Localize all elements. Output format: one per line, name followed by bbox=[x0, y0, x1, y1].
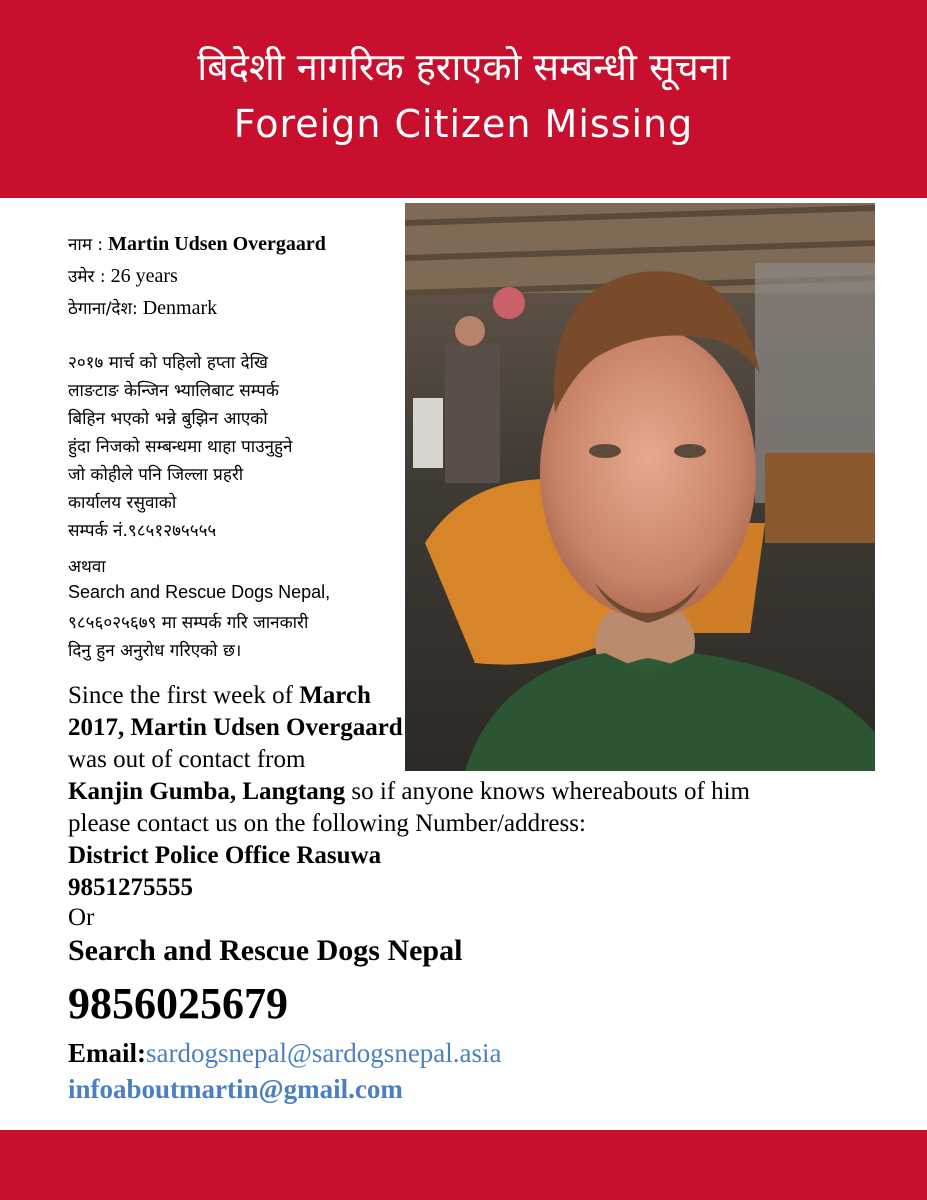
english-notice-line: 2017, Martin Udsen Overgaard bbox=[68, 714, 403, 741]
nepali-notice-line: लाङटाङ केन्जिन भ्यालिबाट सम्पर्क bbox=[68, 381, 279, 401]
name-label: नाम : bbox=[68, 235, 104, 255]
nepali-notice-line: बिहिन भएको भन्ने बुझिन आएको bbox=[68, 409, 268, 429]
name-value: Martin Udsen Overgaard bbox=[108, 233, 326, 255]
address-value: Denmark bbox=[142, 297, 218, 319]
nepali-notice-line: ९८५६०२५६७९ मा सम्पर्क गरि जानकारी bbox=[68, 613, 309, 633]
nepali-notice-line: Search and Rescue Dogs Nepal, bbox=[68, 582, 331, 602]
english-bold-location: Kanjin Gumba, Langtang bbox=[68, 778, 346, 805]
age-value: 26 years bbox=[110, 265, 178, 287]
nepali-notice-line: हुंदा निजको सम्बन्धमा थाहा पाउनुहुने bbox=[68, 437, 293, 457]
nepali-notice-line: दिनु हुन अनुरोध गरिएको छ। bbox=[68, 641, 242, 661]
email-link-2[interactable]: infoaboutmartin@gmail.com bbox=[68, 1074, 403, 1104]
english-text: Since the first week of bbox=[68, 682, 300, 709]
english-text: so if anyone knows whereabouts of him bbox=[345, 778, 750, 805]
age-row bbox=[68, 264, 178, 288]
header-banner bbox=[0, 0, 927, 198]
organization-phone: 9856025679 bbox=[68, 979, 288, 1028]
missing-person-photo bbox=[405, 203, 875, 771]
nepali-notice-line: कार्यालय रसुवाको bbox=[68, 493, 177, 513]
english-notice-line: please contact us on the following Number/address: bbox=[68, 810, 586, 837]
english-bold-month: March bbox=[299, 682, 371, 709]
nepali-notice-line: अथवा bbox=[68, 557, 106, 577]
email-label: Email: bbox=[68, 1038, 146, 1068]
police-phone: 9851275555 bbox=[68, 874, 193, 901]
or-text: Or bbox=[68, 904, 95, 931]
name-row bbox=[68, 232, 326, 256]
nepali-notice-line: जो कोहीले पनि जिल्ला प्रहरी bbox=[68, 465, 244, 485]
title-english: Foreign Citizen Missing bbox=[233, 102, 694, 146]
age-label: उमेर : bbox=[68, 267, 106, 287]
email-link-1[interactable]: sardogsnepal@sardogsnepal.asia bbox=[146, 1038, 502, 1068]
police-office: District Police Office Rasuwa bbox=[68, 842, 382, 869]
english-notice-line: was out of contact from bbox=[68, 746, 306, 773]
footer-banner bbox=[0, 1130, 927, 1200]
address-row bbox=[68, 296, 217, 320]
nepali-notice-line: २०१७ मार्च को पहिलो हप्ता देखि bbox=[68, 353, 268, 373]
email-row bbox=[68, 1038, 502, 1069]
english-notice-line bbox=[68, 778, 750, 806]
title-nepali: बिदेशी नागरिक हराएको सम्बन्धी सूचना bbox=[197, 45, 730, 89]
address-label: ठेगाना/देश: bbox=[68, 299, 138, 319]
english-notice-line bbox=[68, 682, 371, 710]
organization-name: Search and Rescue Dogs Nepal bbox=[68, 934, 463, 967]
nepali-notice-line: सम्पर्क नं.९८५१२७५५५५ bbox=[68, 521, 217, 541]
